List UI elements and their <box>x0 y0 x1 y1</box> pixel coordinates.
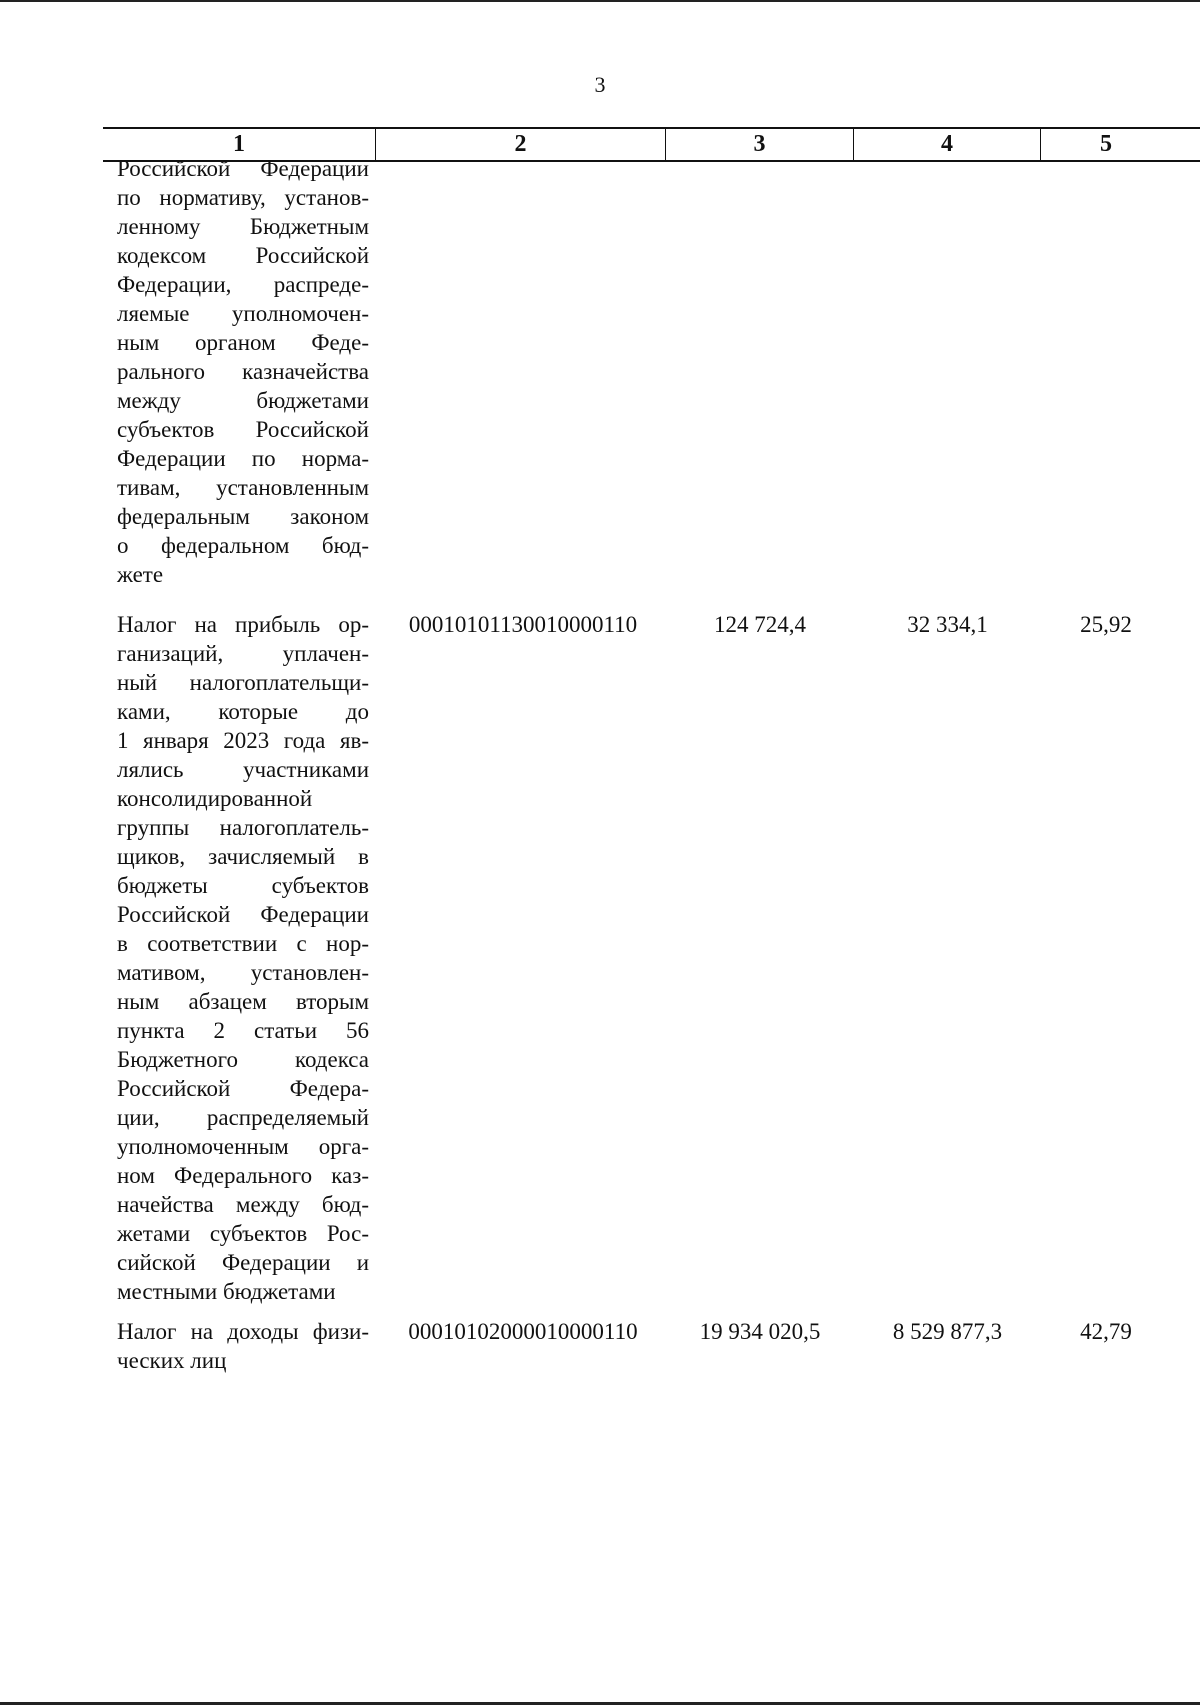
description-line: ляемые уполномочен- <box>117 301 369 326</box>
description-line: начейства между бюд- <box>117 1192 369 1217</box>
description-line: в соответствии с нор- <box>117 931 369 956</box>
description-line: рального казначейства <box>117 359 369 384</box>
description-line: ный налогоплательщи- <box>117 670 369 695</box>
description-line: жете <box>117 562 164 587</box>
scan-edge-top <box>0 0 1200 2</box>
header-col-3: 3 <box>666 129 854 160</box>
description-line: субъектов Российской <box>117 417 369 442</box>
description-line: 1 января 2023 года яв- <box>117 728 369 753</box>
header-col-5: 5 <box>1100 131 1112 157</box>
row-description <box>117 154 369 589</box>
description-line: о федеральном бюд- <box>117 533 369 558</box>
description-line: Российской Федерации <box>117 156 369 181</box>
description-line: ленному Бюджетным <box>117 214 369 239</box>
description-line: ганизаций, уплачен- <box>117 641 369 666</box>
description-line: ным органом Феде- <box>117 330 369 355</box>
row-value-col-4: 8 529 877,3 <box>892 1319 1003 1344</box>
description-line: Российской Федерации <box>117 902 369 927</box>
page-number: 3 <box>594 72 606 97</box>
description-line: ном Федерального каз- <box>117 1163 369 1188</box>
header-col-4: 4 <box>854 129 1041 160</box>
description-line: ками, которые до <box>117 699 369 724</box>
description-line: мативом, установлен- <box>117 960 369 985</box>
description-line: пункта 2 статьи 56 <box>117 1018 369 1043</box>
description-line: консолидированной <box>117 786 313 811</box>
description-line: Федерации, распреде- <box>117 272 369 297</box>
row-value-col-3: 19 934 020,5 <box>699 1319 821 1344</box>
row-code: 00010102000010000110 <box>408 1319 638 1344</box>
description-line: местными бюджетами <box>117 1279 336 1304</box>
description-line: бюджеты субъектов <box>117 873 369 898</box>
header-col-2: 2 <box>376 129 666 160</box>
description-line: щиков, зачисляемый в <box>117 844 369 869</box>
description-line: уполномоченным орга- <box>117 1134 369 1159</box>
row-value-col-5: 42,79 <box>1080 1319 1132 1344</box>
description-line: Российской Федера- <box>117 1076 369 1101</box>
description-line: Налог на прибыль ор- <box>117 612 369 637</box>
description-line: по нормативу, установ- <box>117 185 369 210</box>
row-value-col-3: 124 724,4 <box>714 612 806 637</box>
description-line: тивам, установленным <box>117 475 369 500</box>
revenue-table <box>103 127 1200 1373</box>
description-line: Федерации по норма- <box>117 446 369 471</box>
description-line: ции, распределяемый <box>117 1105 369 1130</box>
row-value-col-4: 32 334,1 <box>907 612 988 637</box>
row-description <box>117 1317 369 1375</box>
header-col-1: 1 <box>103 129 376 160</box>
description-line: лялись участниками <box>117 757 369 782</box>
description-line: группы налогоплатель- <box>117 815 369 840</box>
description-line: сийской Федерации и <box>117 1250 369 1275</box>
row-value-col-5: 25,92 <box>1080 612 1132 637</box>
description-line: федеральным законом <box>117 504 369 529</box>
description-line: жетами субъектов Рос- <box>117 1221 369 1246</box>
description-line: Бюджетного кодекса <box>117 1047 369 1072</box>
description-line: кодексом Российской <box>117 243 369 268</box>
description-line: ным абзацем вторым <box>117 989 369 1014</box>
description-line: между бюджетами <box>117 388 369 413</box>
description-line: Налог на доходы физи- <box>117 1319 369 1344</box>
row-code: 00010101130010000110 <box>408 612 638 637</box>
description-line: ческих лиц <box>117 1348 227 1373</box>
row-description <box>117 610 369 1306</box>
